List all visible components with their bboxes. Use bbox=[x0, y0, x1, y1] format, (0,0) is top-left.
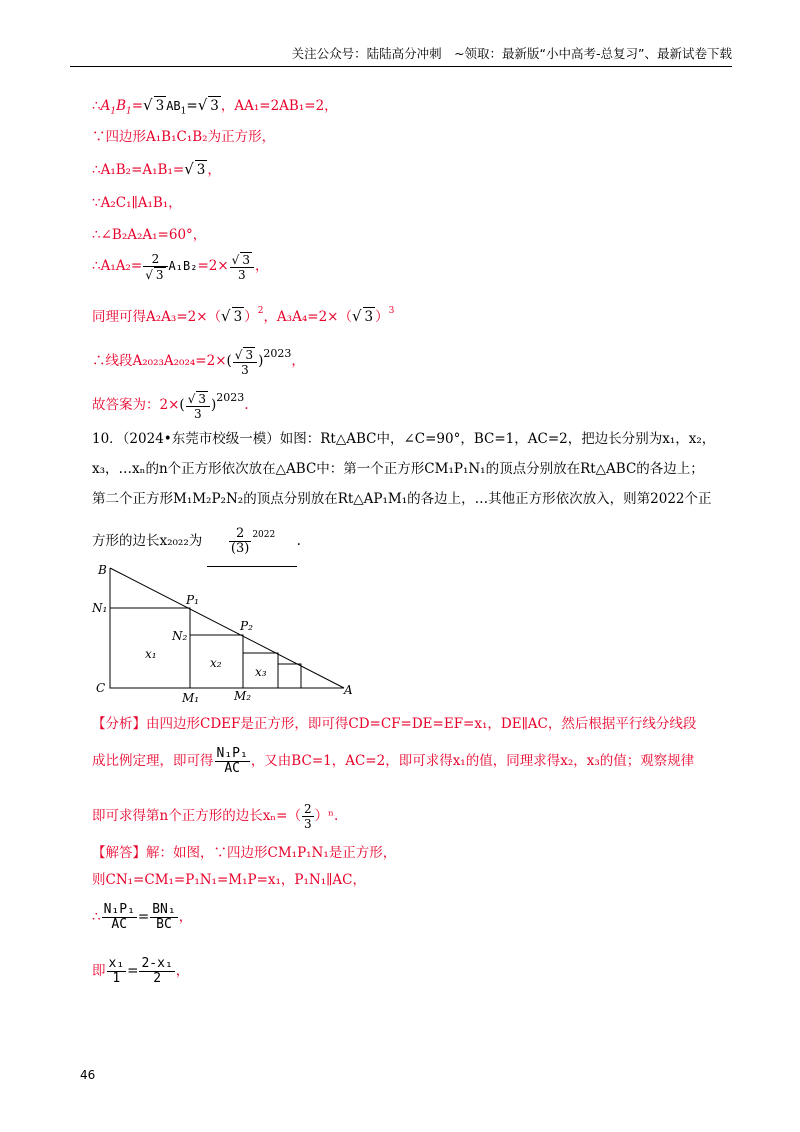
fraction: $\frac{\text{N₁P₁}}{AC}$ bbox=[216, 746, 248, 776]
solution-10-line-2: 则CN₁=CM₁=P₁N₁=M₁P=x₁，P₁N₁∥AC， bbox=[92, 872, 366, 888]
final-answer-line: 故答案为：2×( $\frac{√ 3}{3}$ )$^{2023}$. bbox=[92, 391, 249, 421]
label-x1: x₁ bbox=[145, 647, 157, 661]
solution-10-line-4: 即 $\frac{\text{x₁}}{1}$ = $\frac{\text{2-x₁}}{2}$ ， bbox=[92, 956, 190, 986]
solution-10-line-3: ∴ $\frac{\text{N₁P₁}}{AC}$ = $\frac{\text{BN₁}}{BC}$ ， bbox=[92, 902, 193, 932]
solution-line-7: 同理可得A₂A₃=2×（√ 3 ）$^2$，A₃A₄=2×（√ 3 ）$^3$ bbox=[92, 306, 395, 325]
analysis-line-2: 成比例定理，即可得 $\frac{\text{N₁P₁}}{AC}$ ，又由BC=1，AC=2，即可求得x₁的值，同理求得x₂，x₃的值；观察规律 bbox=[92, 746, 695, 776]
solution-line-8: ∴线段A₂₀₂₃A₂₀₂₄=2×( $\frac{√ 3}{3}$ )$^{2023}$， bbox=[92, 347, 305, 377]
problem-10-line-2: x₃，…xₙ的n个正方形依次放在△ABC中：第一个正方形CM₁P₁N₁的顶点分别放在Rt△ABC的各边上； bbox=[92, 461, 704, 477]
problem-10-line-4: 方形的边长x₂₀₂₂为 $\frac{2}{(3)}$ $^{2022}$ . bbox=[92, 510, 301, 567]
label-x2: x₂ bbox=[210, 656, 222, 670]
label-m1: M₁ bbox=[182, 691, 200, 705]
solution-line-2: ∵四边形A₁B₁C₁B₂为正方形， bbox=[92, 129, 276, 145]
solution-line-4: ∵A₂C₁∥A₁B₁， bbox=[92, 195, 182, 211]
fraction: $\frac{√ 3}{3}$ bbox=[230, 252, 254, 282]
fraction: $\frac{2}{√ 3}$ bbox=[143, 252, 167, 282]
label-a: A bbox=[344, 683, 353, 697]
solution-10-line-1: 【解答】解：如图，∵四边形CM₁P₁N₁是正方形， bbox=[92, 845, 397, 861]
problem-10-line-3: 第二个正方形M₁M₂P₂N₂的顶点分别放在Rt△AP₁M₁的各边上，…其他正方形依次放入，则第2022个正 bbox=[92, 491, 712, 507]
label-c: C bbox=[96, 681, 106, 695]
page-number: 46 bbox=[80, 1068, 96, 1082]
label-m2: M₂ bbox=[234, 689, 252, 703]
square-4 bbox=[278, 664, 301, 688]
label-n1: N₁ bbox=[92, 601, 108, 615]
solution-line-3: ∴A₁B₂=A₁B₁=√ 3 ， bbox=[92, 160, 221, 178]
problem-10-line-1: 10．（2024•东莞市校级一模）如图：Rt△ABC中，∠C=90°，BC=1，AC=2，把边长分别为x₁，x₂， bbox=[92, 431, 716, 447]
label-x3: x₃ bbox=[255, 665, 267, 679]
triangle-squares-figure bbox=[90, 560, 370, 705]
side-ba bbox=[110, 568, 344, 688]
analysis-line-1: 【分析】由四边形CDEF是正方形，即可得CD=CF=DE=EF=x₁，DE∥AC，然后根据平行线分线段 bbox=[92, 716, 697, 732]
fraction: $\frac{2}{3}$ bbox=[303, 802, 312, 831]
label-n2: N₂ bbox=[172, 629, 188, 643]
analysis-line-3: 即可求得第n个正方形的边长xₙ=（ $\frac{2}{3}$ ）ⁿ. bbox=[92, 802, 339, 831]
solution-line-1: $\therefore A_1B_1=√$ 3 $AB_1=√$ 3 ，AA₁=2AB₁=2， bbox=[92, 96, 338, 117]
solution-line-5: ∴∠B₂A₂A₁=60°， bbox=[92, 227, 207, 243]
solution-line-6: ∴A₁A₂= $\frac{2}{√ 3}$ A₁B₂=2× $\frac{√ 3}{3}$ ， bbox=[92, 251, 269, 282]
label-b: B bbox=[98, 563, 107, 577]
page-header: 关注公众号：陆陆高分冲刺 ~领取：最新版“小中高考-总复习”、最新试卷下载 bbox=[70, 44, 732, 67]
label-p1: P₁ bbox=[186, 593, 199, 607]
answer-blank: $\frac{2}{(3)}$ $^{2022}$ bbox=[207, 510, 297, 567]
label-p2: P₂ bbox=[240, 619, 253, 633]
